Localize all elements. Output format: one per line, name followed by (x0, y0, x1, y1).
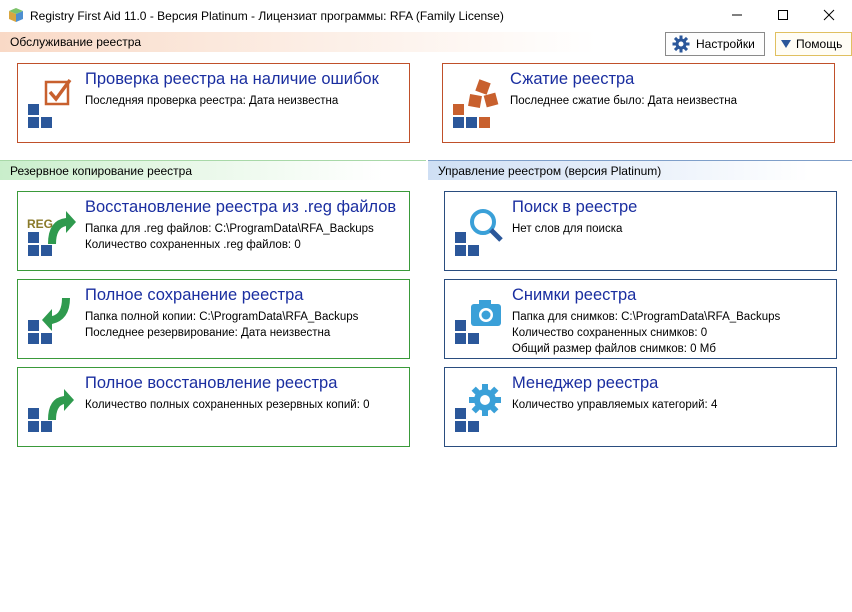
card-title: Сжатие реестра (510, 70, 635, 88)
card-info: Папка полной копии: C:\ProgramData\RFA_Backups (85, 311, 359, 323)
card-info: Количество сохраненных снимков: 0 (512, 327, 708, 339)
card-info: Последнее резервирование: Дата неизвестна (85, 327, 331, 339)
card-title: Поиск в реестре (512, 198, 638, 216)
card-info: Общий размер файлов снимков: 0 Мб (512, 343, 716, 355)
compress-icon (451, 78, 501, 130)
title-bar (0, 0, 852, 31)
card-check-registry[interactable] (17, 63, 410, 143)
restore-arrow-icon (26, 382, 76, 434)
reg-restore-icon (26, 206, 76, 258)
maximize-button[interactable] (760, 0, 806, 30)
card-info: Папка для снимков: C:\ProgramData\RFA_Backups (512, 311, 781, 323)
app-icon (8, 7, 24, 23)
settings-label: Настройки (696, 37, 755, 51)
search-icon (453, 206, 503, 258)
card-info: Последняя проверка реестра: Дата неизвестна (85, 95, 339, 107)
checklist-icon (26, 78, 76, 130)
reg-icon-text: REG (27, 217, 54, 231)
card-compress-registry[interactable] (442, 63, 835, 143)
gear-icon (672, 35, 690, 53)
close-button[interactable] (806, 0, 852, 30)
maximize-icon (777, 9, 789, 21)
settings-button[interactable] (665, 32, 765, 56)
close-icon (823, 9, 835, 21)
card-info: Количество управляемых категорий: 4 (512, 399, 718, 411)
card-title: Полное восстановление реестра (85, 374, 338, 392)
help-label: Помощь (796, 37, 843, 51)
card-info: Нет слов для поиска (512, 223, 623, 235)
window-title: Registry First Aid 11.0 - Версия Platinum - Лицензиат программы: RFA (Family License) (30, 9, 504, 23)
card-title: Полное сохранение реестра (85, 286, 304, 304)
help-button[interactable] (775, 32, 852, 56)
card-title: Проверка реестра на наличие ошибок (85, 70, 379, 88)
card-restore-reg-files[interactable] (17, 191, 410, 271)
card-title: Снимки реестра (512, 286, 637, 304)
card-info: Количество сохраненных .reg файлов: 0 (85, 239, 301, 251)
card-registry-manager[interactable] (444, 367, 837, 447)
backup-arrow-icon (26, 294, 76, 346)
card-full-restore[interactable] (17, 367, 410, 447)
card-title: Менеджер реестра (512, 374, 659, 392)
section-management-header: Управление реестром (версия Platinum) (428, 160, 852, 180)
card-registry-search[interactable] (444, 191, 837, 271)
card-info: Последнее сжатие было: Дата неизвестна (510, 95, 738, 107)
card-info: Количество полных сохраненных резервных копий: 0 (85, 399, 370, 411)
triangle-down-icon (780, 39, 792, 49)
section-maintenance-header: Обслуживание реестра (0, 32, 852, 52)
minimize-icon (731, 9, 743, 21)
minimize-button[interactable] (714, 0, 760, 30)
card-full-backup[interactable] (17, 279, 410, 359)
section-backup-header: Резервное копирование реестра (0, 160, 426, 180)
card-title: Восстановление реестра из .reg файлов (85, 198, 397, 216)
gear-icon (453, 382, 503, 434)
card-registry-snapshots[interactable] (444, 279, 837, 359)
camera-icon (453, 294, 503, 346)
card-info: Папка для .reg файлов: C:\ProgramData\RFA_Backups (85, 223, 374, 235)
